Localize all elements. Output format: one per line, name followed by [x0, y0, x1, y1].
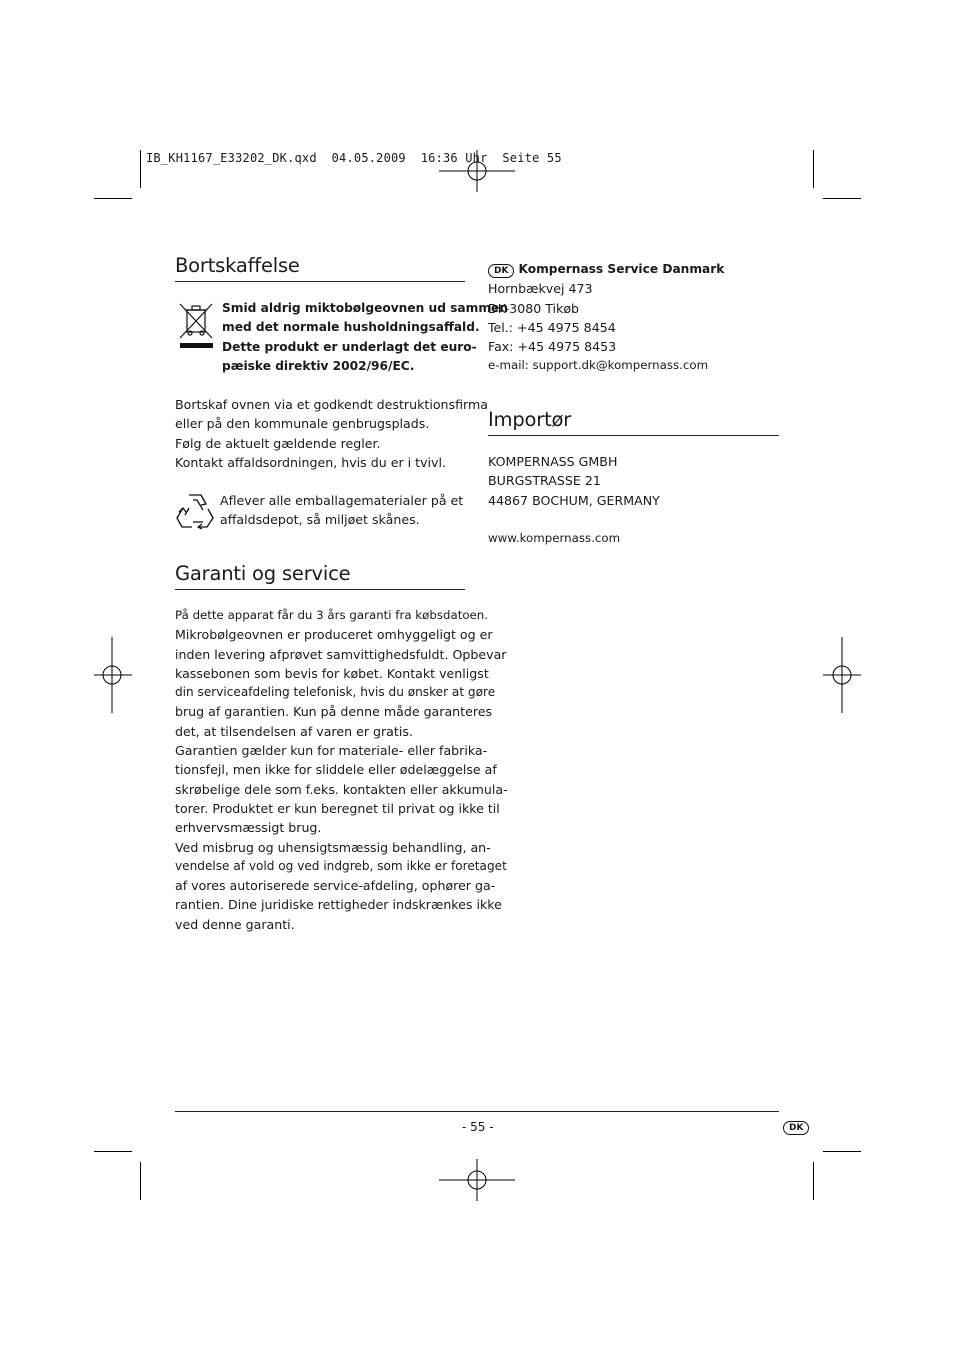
importer-website[interactable]: www.kompernass.com	[488, 531, 621, 545]
page-number: - 55 -	[462, 1120, 494, 1134]
footer-country-badge: DK	[783, 1121, 809, 1135]
service-title: Kompernass Service Danmark	[518, 262, 725, 276]
importer-street: BURGSTRASSE 21	[488, 473, 601, 489]
importer-address	[488, 452, 660, 510]
service-address	[488, 259, 724, 376]
country-badge: DK	[488, 264, 514, 278]
service-street: Hornbækvej 473	[488, 281, 593, 297]
disposal-heading: Bortskaffelse	[175, 254, 300, 277]
importer-heading: Importør	[488, 408, 572, 431]
warranty-heading-rule	[175, 589, 465, 590]
importer-heading-rule	[488, 435, 779, 436]
disposal-body: Bortskaf ovnen via et godkendt destruktionsfirma eller på den kommunale genbrugsplads. Følg de aktuelt gældende regler. Kontakt affaldsordningen, hvis du er i tvivl.	[175, 397, 488, 470]
disposal-heading-rule	[175, 281, 465, 282]
service-tel: Tel.: +45 4975 8454	[488, 319, 616, 335]
warranty-body: På dette apparat får du 3 års garanti fra købsdatoen. Mikrobølgeovnen er produceret omhyggeligt og er inden levering afprøvet samvittighedsfuldt. Opbevar kassebonen som bevis for købet. Kontakt venligst din serviceafdeling telefonisk, hvis du ønsker at gøre brug af garantien. Kun på denne måde garanteres det, at tilsendelsen af varen er gratis. Garantien gælder kun for materiale- eller fabrika- tionsfejl, men ikke for sliddele eller ødelæggelse af skrøbelige dele som f.eks. kontakten eller akkumula- torer. Produktet er kun beregnet til privat og ikke til erhvervsmæssigt brug. Ved misbrug og uhensigtsmæssig behandling, an- vendelse af vold og ved indgreb, som ikke er foretaget af vores autoriserede service-afdeling, ophører ga- rantien. Dine juridiske rettigheder indskrænkes ikke ved denne garanti.	[175, 608, 508, 932]
service-city: DK-3080 Tikøb	[488, 300, 580, 316]
recycling-icon	[175, 491, 215, 529]
warranty-heading: Garanti og service	[175, 562, 351, 585]
printer-slug: IB_KH1167_E33202_DK.qxd 04.05.2009 16:36 Uhr Seite 55	[146, 151, 562, 165]
importer-city: 44867 BOCHUM, GERMANY	[488, 492, 660, 508]
crossed-out-wheelie-bin-icon	[178, 300, 214, 350]
recycle-note: Aflever alle emballagematerialer på et affaldsdepot, så miljøet skånes.	[220, 493, 464, 528]
disposal-warning: Smid aldrig miktobølgeovnen ud sammen med det normale husholdningsaffald. Dette produkt er underlagt det euro- pæiske direktiv 2002/96/EC.	[222, 301, 508, 373]
service-email[interactable]: e-mail: support.dk@kompernass.com	[488, 358, 709, 373]
importer-company: KOMPERNASS GMBH	[488, 454, 618, 469]
footer-rule	[175, 1111, 779, 1112]
service-fax: Fax: +45 4975 8453	[488, 339, 617, 355]
